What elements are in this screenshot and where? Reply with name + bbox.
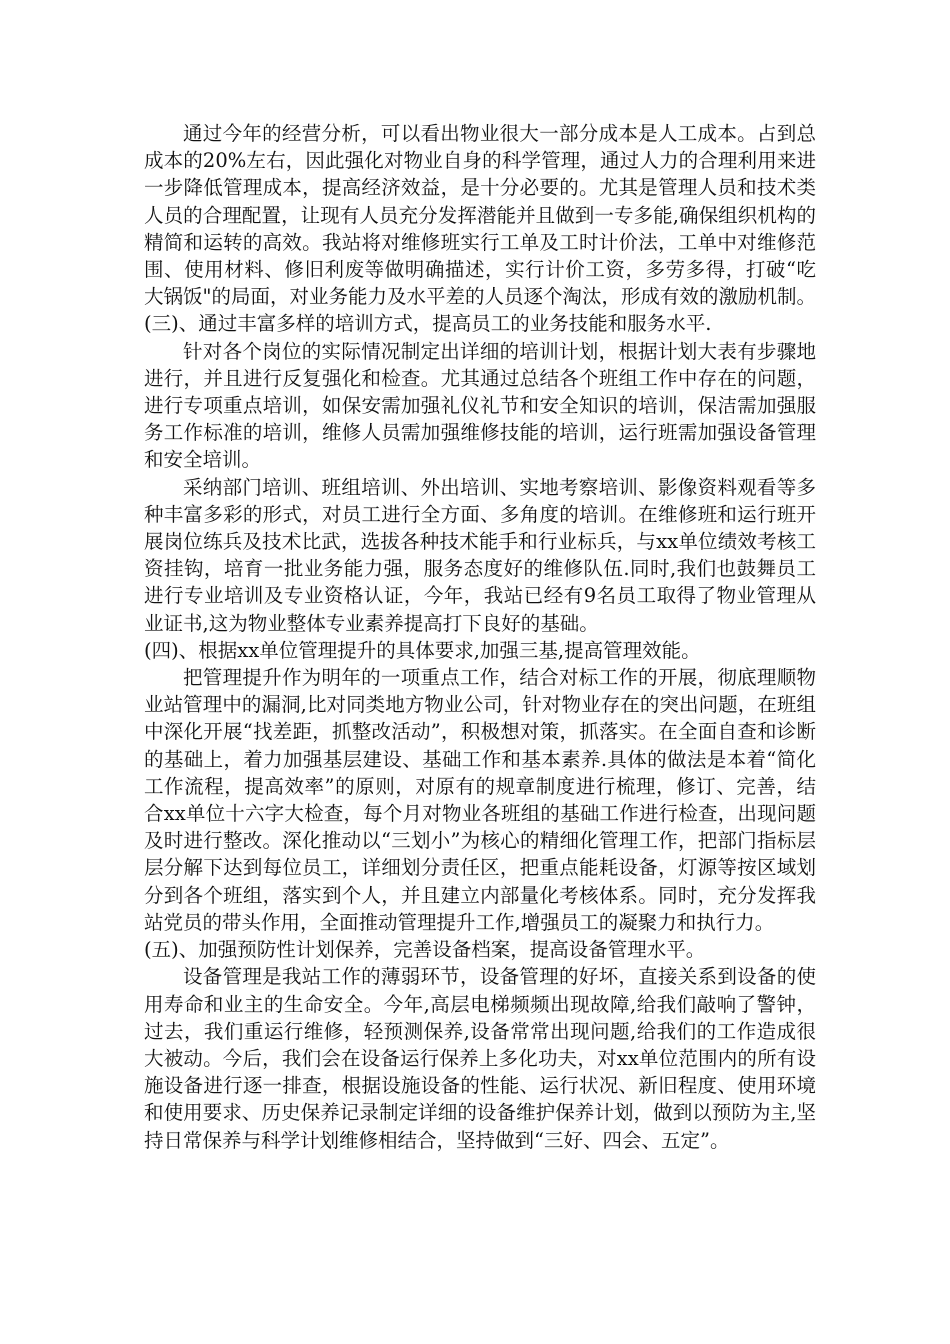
section-heading-3: (三)、通过丰富多样的培训方式，提高员工的业务技能和服务水平. [144,312,712,336]
paragraph-cost-analysis: 通过今年的经营分析，可以看出物业很大一部分成本是人工成本。占到总成本的20%左右，因此强化对物业自身的科学管理，通过人力的合理利用来进一步降低管理成本，提高经济效益，是十分必要的。尤其是管理人员和技术类人员的合理配置，让现有人员充分发挥潜能并且做到一专多能,确保组织机构的精简和运转的高效。我站将对维修班实行工单及工时计价法，工单中对维修范围、使用材料、修旧利废等做明确描述，实行计价工资，多劳多得，打破“吃大锅饭"的局面，对业务能力及水平差的人员逐个淘汰，形成有效的激励机制。 [144,122,816,309]
paragraph-training-forms: 采纳部门培训、班组培训、外出培训、实地考察培训、影像资料观看等多种丰富多彩的形式，对员工进行全方面、多角度的培训。在维修班和运行班开展岗位练兵及技术比武，选拔各种技术能手和行业标兵，与xx单位绩效考核工资挂钩，培育一批业务能力强，服务态度好的维修队伍.同时,我们也鼓舞员工进行专业培训及专业资格认证，今年，我站已经有9名员工取得了物业管理从业证书,这为物业整体专业素养提高打下良好的基础。 [144,475,816,635]
paragraph-equipment-maintenance: 设备管理是我站工作的薄弱环节，设备管理的好坏，直接关系到设备的使用寿命和业主的生命安全。今年,高层电梯频频出现故障,给我们敲响了警钟，过去，我们重运行维修，轻预测保养,设备常常出现问题,给我们的工作造成很大被动。今后，我们会在设备运行保养上多化功夫，对xx单位范围内的所有设施设备进行逐一排查，根据设施设备的性能、运行状况、新旧程度、使用环境和使用要求、历史保养记录制定详细的设备维护保养计划，做到以预防为主,坚持日常保养与科学计划维修相结合，坚持做到“三好、四会、五定”。 [144,965,816,1152]
document-page [144,120,816,1154]
section-heading-4: (四)、根据xx单位管理提升的具体要求,加强三基,提高管理效能。 [144,638,701,662]
paragraph-management-upgrade: 把管理提升作为明年的一项重点工作，结合对标工作的开展，彻底理顺物业站管理中的漏洞,比对同类地方物业公司，针对物业存在的突出问题，在班组中深化开展“找差距，抓整改活动”，积极想对策，抓落实。在全面自查和诊断的基础上，着力加强基层建设、基础工作和基本素养.具体的做法是本着“简化工作流程，提高效率”的原则，对原有的规章制度进行梳理，修订、完善，结合xx单位十六字大检查，每个月对物业各班组的基础工作进行检查，出现问题及时进行整改。深化推动以“三划小”为核心的精细化管理工作，把部门指标层层分解下达到每位员工，详细划分责任区，把重点能耗设备，灯源等按区域划分到各个班组，落实到个人，并且建立内部量化考核体系。同时，充分发挥我站党员的带头作用，全面推动管理提升工作,增强员工的凝聚力和执行力。 [144,666,816,934]
section-heading-5: (五)、加强预防性计划保养，完善设备档案，提高设备管理水平。 [144,938,706,962]
paragraph-training-plan: 针对各个岗位的实际情况制定出详细的培训计划，根据计划大表有步骤地进行，并且进行反复强化和检查。尤其通过总结各个班组工作中存在的问题，进行专项重点培训，如保安需加强礼仪礼节和安全知识的培训，保洁需加强服务工作标准的培训，维修人员需加强维修技能的培训，运行班需加强设备管理和安全培训。 [144,339,816,472]
